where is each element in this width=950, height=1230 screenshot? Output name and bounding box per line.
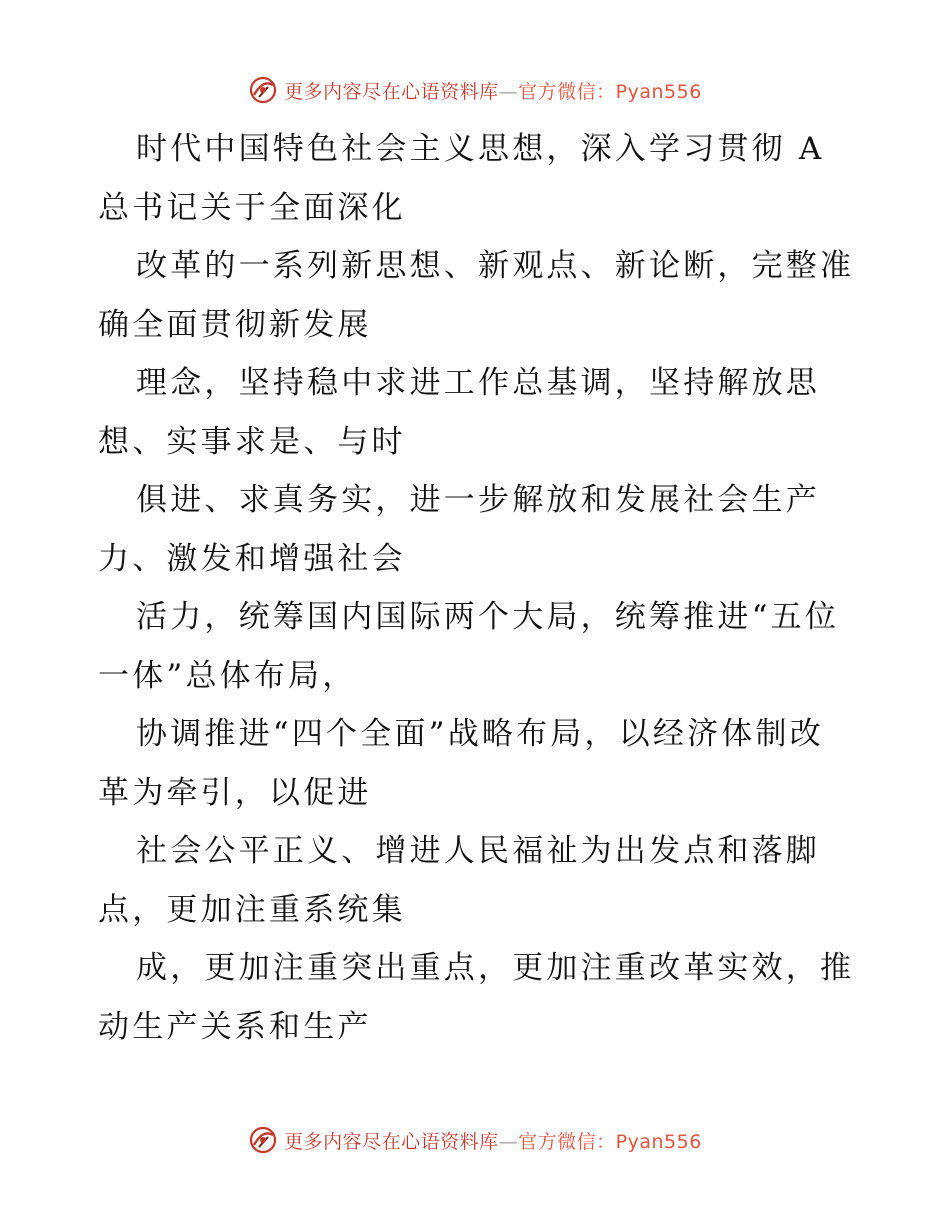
paragraph bbox=[98, 588, 858, 705]
banner-library-text: 更多内容尽在心语资料库 bbox=[284, 1130, 499, 1153]
banner-library-text: 更多内容尽在心语资料库 bbox=[284, 80, 499, 103]
paragraph-line: 理念，坚持稳中求进工作总基调，坚持解放思 bbox=[136, 365, 820, 401]
paragraph-line: 活力，统筹国内国际两个大局，统筹推进“五位 bbox=[136, 599, 840, 635]
paragraph bbox=[98, 354, 858, 471]
paragraph-line: 总书记关于全面深化 bbox=[98, 189, 406, 226]
paragraph-line: 革为牵引，以促进 bbox=[98, 774, 372, 811]
paragraph-line: 俱进、求真务实，进一步解放和发展社会生产 bbox=[136, 482, 820, 518]
seal-logo-icon bbox=[248, 1125, 278, 1155]
banner-dash: — bbox=[498, 80, 519, 103]
footer-banner-text bbox=[284, 1127, 702, 1154]
paragraph-line: 时代中国特色社会主义思想，深入学习贯彻 A bbox=[136, 131, 825, 167]
paragraph-line: 确全面贯彻新发展 bbox=[98, 306, 372, 343]
header-banner bbox=[0, 70, 950, 110]
paragraph-line: 协调推进“四个全面”战略布局，以经济体制改 bbox=[136, 716, 824, 752]
footer-banner bbox=[0, 1120, 950, 1160]
paragraph-line: 成，更加注重突出重点，更加注重改革实效，推 bbox=[136, 950, 855, 986]
paragraph-line: 想、实事求是、与时 bbox=[98, 423, 406, 460]
seal-logo-icon bbox=[248, 75, 278, 105]
paragraph-line: 社会公平正义、增进人民福祉为出发点和落脚 bbox=[136, 833, 820, 869]
paragraph-line: 一体”总体布局， bbox=[98, 657, 357, 694]
paragraph bbox=[98, 939, 858, 1056]
banner-wechat-text: 官方微信：Pyan556 bbox=[518, 80, 702, 103]
paragraph-line: 点，更加注重系统集 bbox=[98, 891, 406, 928]
banner-wechat-text: 官方微信：Pyan556 bbox=[518, 1130, 702, 1153]
paragraph-line: 动生产关系和生产 bbox=[98, 1008, 372, 1045]
paragraph bbox=[98, 120, 858, 237]
banner-dash: — bbox=[498, 1130, 519, 1153]
paragraph bbox=[98, 705, 858, 822]
paragraph bbox=[98, 471, 858, 588]
paragraph bbox=[98, 237, 858, 354]
paragraph bbox=[98, 822, 858, 939]
document-body bbox=[98, 120, 858, 1056]
paragraph-line: 改革的一系列新思想、新观点、新论断，完整准 bbox=[136, 248, 855, 284]
header-banner-text bbox=[284, 77, 702, 104]
paragraph-line: 力、激发和增强社会 bbox=[98, 540, 406, 577]
